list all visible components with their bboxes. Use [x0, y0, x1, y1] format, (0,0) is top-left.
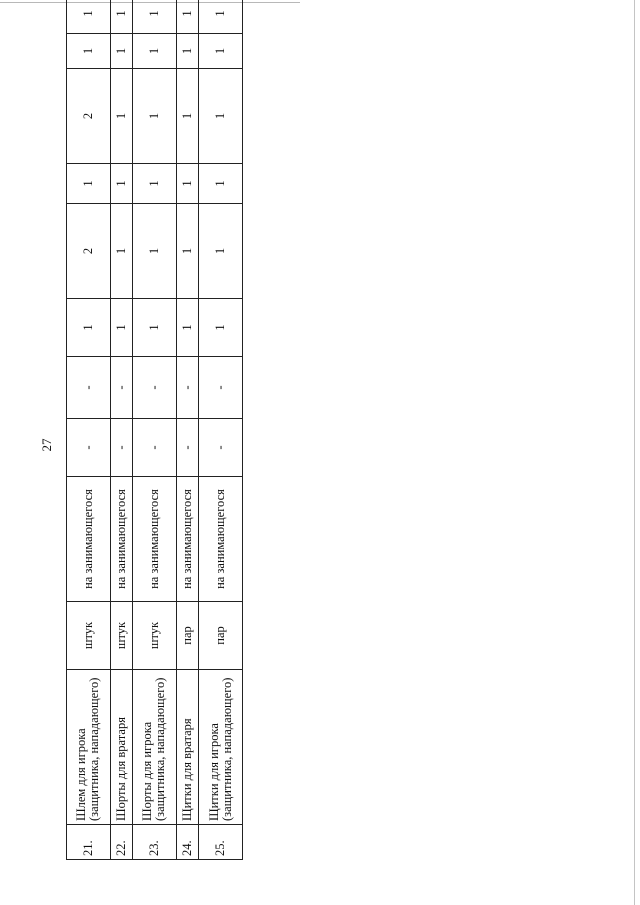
quantity-cell: 1	[176, 164, 199, 204]
item-name: Щитки для игрока (защитника, нападающего)	[199, 670, 243, 825]
quantity-cell: -	[199, 419, 243, 477]
row-number: 25.	[199, 825, 243, 860]
quantity-cell: 1	[67, 164, 111, 204]
quantity-cell: 1	[176, 34, 199, 69]
quantity-cell: 2	[67, 69, 111, 164]
quantity-cell: 1	[199, 34, 243, 69]
quantity-cell: 1	[110, 0, 133, 34]
quantity-cell: -	[110, 357, 133, 419]
quantity-cell: -	[176, 357, 199, 419]
quantity-cell: 1	[176, 204, 199, 299]
quantity-cell: 1	[133, 69, 177, 164]
per-cell: на занимающегося	[176, 477, 199, 602]
row-number: 24.	[176, 825, 199, 860]
page-number: 27	[39, 438, 54, 452]
quantity-cell: -	[133, 357, 177, 419]
quantity-cell: 1	[176, 0, 199, 34]
equipment-table-rotated	[66, 10, 243, 860]
quantity-cell: -	[67, 357, 111, 419]
equipment-table	[66, 0, 243, 860]
quantity-cell: 1	[133, 34, 177, 69]
unit-cell: штук	[110, 602, 133, 670]
item-name: Шорты для вратаря	[110, 670, 133, 825]
unit-cell: пар	[176, 602, 199, 670]
quantity-cell: 1	[67, 34, 111, 69]
table-body	[67, 0, 243, 860]
quantity-cell: 1	[67, 299, 111, 357]
per-cell: на занимающегося	[67, 477, 111, 602]
quantity-cell: 1	[110, 34, 133, 69]
quantity-cell: -	[133, 419, 177, 477]
quantity-cell: -	[67, 419, 111, 477]
per-cell: на занимающегося	[133, 477, 177, 602]
quantity-cell: 1	[110, 204, 133, 299]
scan-edge-right	[634, 0, 635, 905]
quantity-cell: 1	[133, 164, 177, 204]
quantity-cell: 1	[176, 299, 199, 357]
quantity-cell: 1	[110, 164, 133, 204]
quantity-cell: 1	[133, 299, 177, 357]
quantity-cell: 1	[133, 0, 177, 34]
quantity-cell: 1	[133, 204, 177, 299]
table-row	[67, 0, 111, 860]
quantity-cell: 1	[67, 0, 111, 34]
unit-cell: штук	[133, 602, 177, 670]
quantity-cell: -	[176, 419, 199, 477]
row-number: 22.	[110, 825, 133, 860]
quantity-cell: -	[110, 419, 133, 477]
row-number: 23.	[133, 825, 177, 860]
quantity-cell: 1	[176, 69, 199, 164]
table-row	[176, 0, 199, 860]
table-row	[199, 0, 243, 860]
quantity-cell: 1	[110, 69, 133, 164]
item-name: Шлем для игрока (защитника, нападающего)	[67, 670, 111, 825]
per-cell: на занимающегося	[110, 477, 133, 602]
unit-cell: штук	[67, 602, 111, 670]
quantity-cell: 2	[67, 204, 111, 299]
unit-cell: пар	[199, 602, 243, 670]
item-name: Шорты для игрока (защитника, нападающего)	[133, 670, 177, 825]
quantity-cell: 1	[199, 299, 243, 357]
per-cell: на занимающегося	[199, 477, 243, 602]
quantity-cell: 1	[199, 204, 243, 299]
quantity-cell: 1	[199, 0, 243, 34]
table-row	[133, 0, 177, 860]
quantity-cell: 1	[199, 69, 243, 164]
row-number: 21.	[67, 825, 111, 860]
quantity-cell: 1	[199, 164, 243, 204]
item-name: Щитки для вратаря	[176, 670, 199, 825]
table-row	[110, 0, 133, 860]
quantity-cell: -	[199, 357, 243, 419]
quantity-cell: 1	[110, 299, 133, 357]
